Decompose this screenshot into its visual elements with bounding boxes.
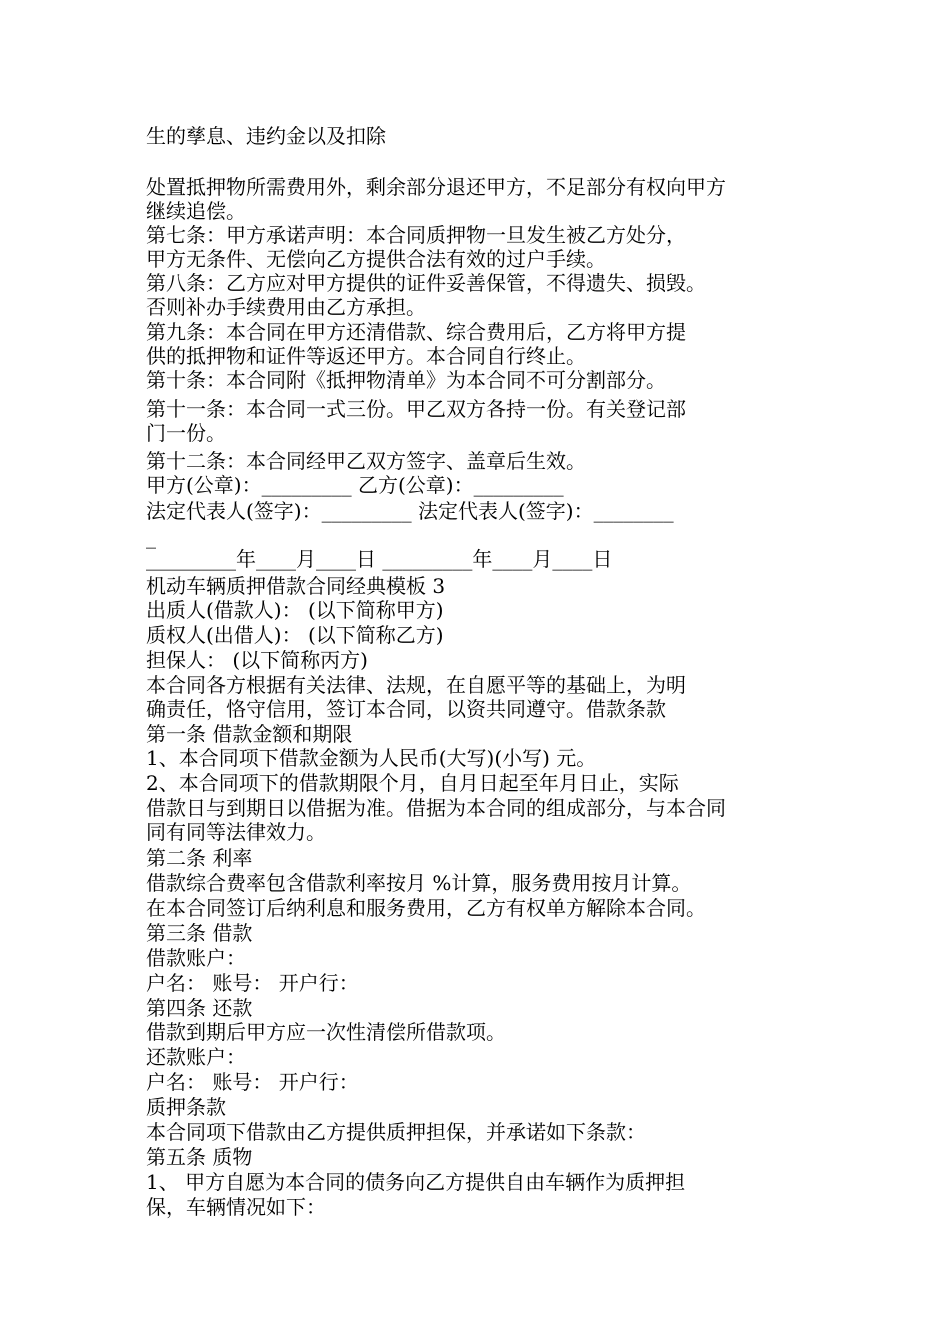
text-line: 借款综合费率包含借款利率按月 %计算，服务费用按月计算。 [146, 871, 692, 895]
text-line: 户名： 账号： 开户行： [146, 1070, 359, 1094]
text-line: 确责任，恪守信用，签订本合同，以资共同遵守。借款条款 [146, 697, 666, 721]
text-line: 门一份。 [146, 421, 226, 445]
text-line: 第十一条：本合同一式三份。甲乙双方各持一份。有关登记部 [146, 397, 686, 421]
text-line: 第五条 质物 [146, 1145, 253, 1169]
text-line: 第八条：乙方应对甲方提供的证件妥善保管，不得遗失、损毁。 [146, 271, 706, 295]
text-line: 第七条：甲方承诺声明：本合同质押物一旦发生被乙方处分， [146, 223, 686, 247]
text-line: 担保人： (以下简称丙方) [146, 648, 368, 672]
text-line: 本合同项下借款由乙方提供质押担保，并承诺如下条款： [146, 1120, 646, 1144]
text-line: 还款账户： [146, 1045, 246, 1069]
text-line: 本合同各方根据有关法律、法规，在自愿平等的基础上，为明 [146, 673, 686, 697]
text-line: 机动车辆质押借款合同经典模板 3 [146, 574, 446, 598]
text-line: 1、本合同项下借款金额为人民币(大写)(小写) 元。 [146, 746, 597, 770]
text-line: _ [146, 525, 156, 549]
text-line: 生的孳息、违约金以及扣除 [146, 124, 386, 148]
text-line: 保，车辆情况如下： [146, 1195, 326, 1219]
text-line: 2、本合同项下的借款期限个月，自月日起至年月日止，实际 [146, 771, 679, 795]
text-line: 1、 甲方自愿为本合同的债务向乙方提供自由车辆作为质押担 [146, 1170, 686, 1194]
text-line: 出质人(借款人)： (以下简称甲方) [146, 598, 444, 622]
text-line: 否则补办手续费用由乙方承担。 [146, 295, 426, 319]
text-line: _________年____月____日 _________年____月____日 [146, 547, 613, 571]
text-line: 同有同等法律效力。 [146, 820, 326, 844]
text-line: 甲方(公章)：_________ 乙方(公章)：_________ [146, 473, 564, 497]
text-line: 借款到期后甲方应一次性清偿所借款项。 [146, 1020, 506, 1044]
text-line: 第三条 借款 [146, 921, 253, 945]
text-line: 借款日与到期日以借据为准。借据为本合同的组成部分，与本合同 [146, 796, 726, 820]
text-line: 第九条：本合同在甲方还清借款、综合费用后，乙方将甲方提 [146, 320, 686, 344]
text-line: 继续追偿。 [146, 199, 246, 223]
text-line: 处置抵押物所需费用外，剩余部分退还甲方，不足部分有权向甲方 [146, 175, 726, 199]
text-line: 第二条 利率 [146, 846, 253, 870]
text-line: 甲方无条件、无偿向乙方提供合法有效的过户手续。 [146, 247, 606, 271]
text-line: 第十二条：本合同经甲乙双方签字、盖章后生效。 [146, 449, 586, 473]
text-line: 供的抵押物和证件等返还甲方。本合同自行终止。 [146, 344, 586, 368]
text-line: 借款账户： [146, 946, 246, 970]
text-line: 第十条：本合同附《抵押物清单》为本合同不可分割部分。 [146, 368, 666, 392]
text-line: 法定代表人(签字)：_________ 法定代表人(签字)：________ [146, 499, 674, 523]
text-line: 第一条 借款金额和期限 [146, 722, 353, 746]
text-line: 质权人(出借人)： (以下简称乙方) [146, 623, 444, 647]
text-line: 第四条 还款 [146, 996, 253, 1020]
text-line: 户名： 账号： 开户行： [146, 971, 359, 995]
text-line: 在本合同签订后纳利息和服务费用，乙方有权单方解除本合同。 [146, 896, 706, 920]
text-line: 质押条款 [146, 1095, 226, 1119]
